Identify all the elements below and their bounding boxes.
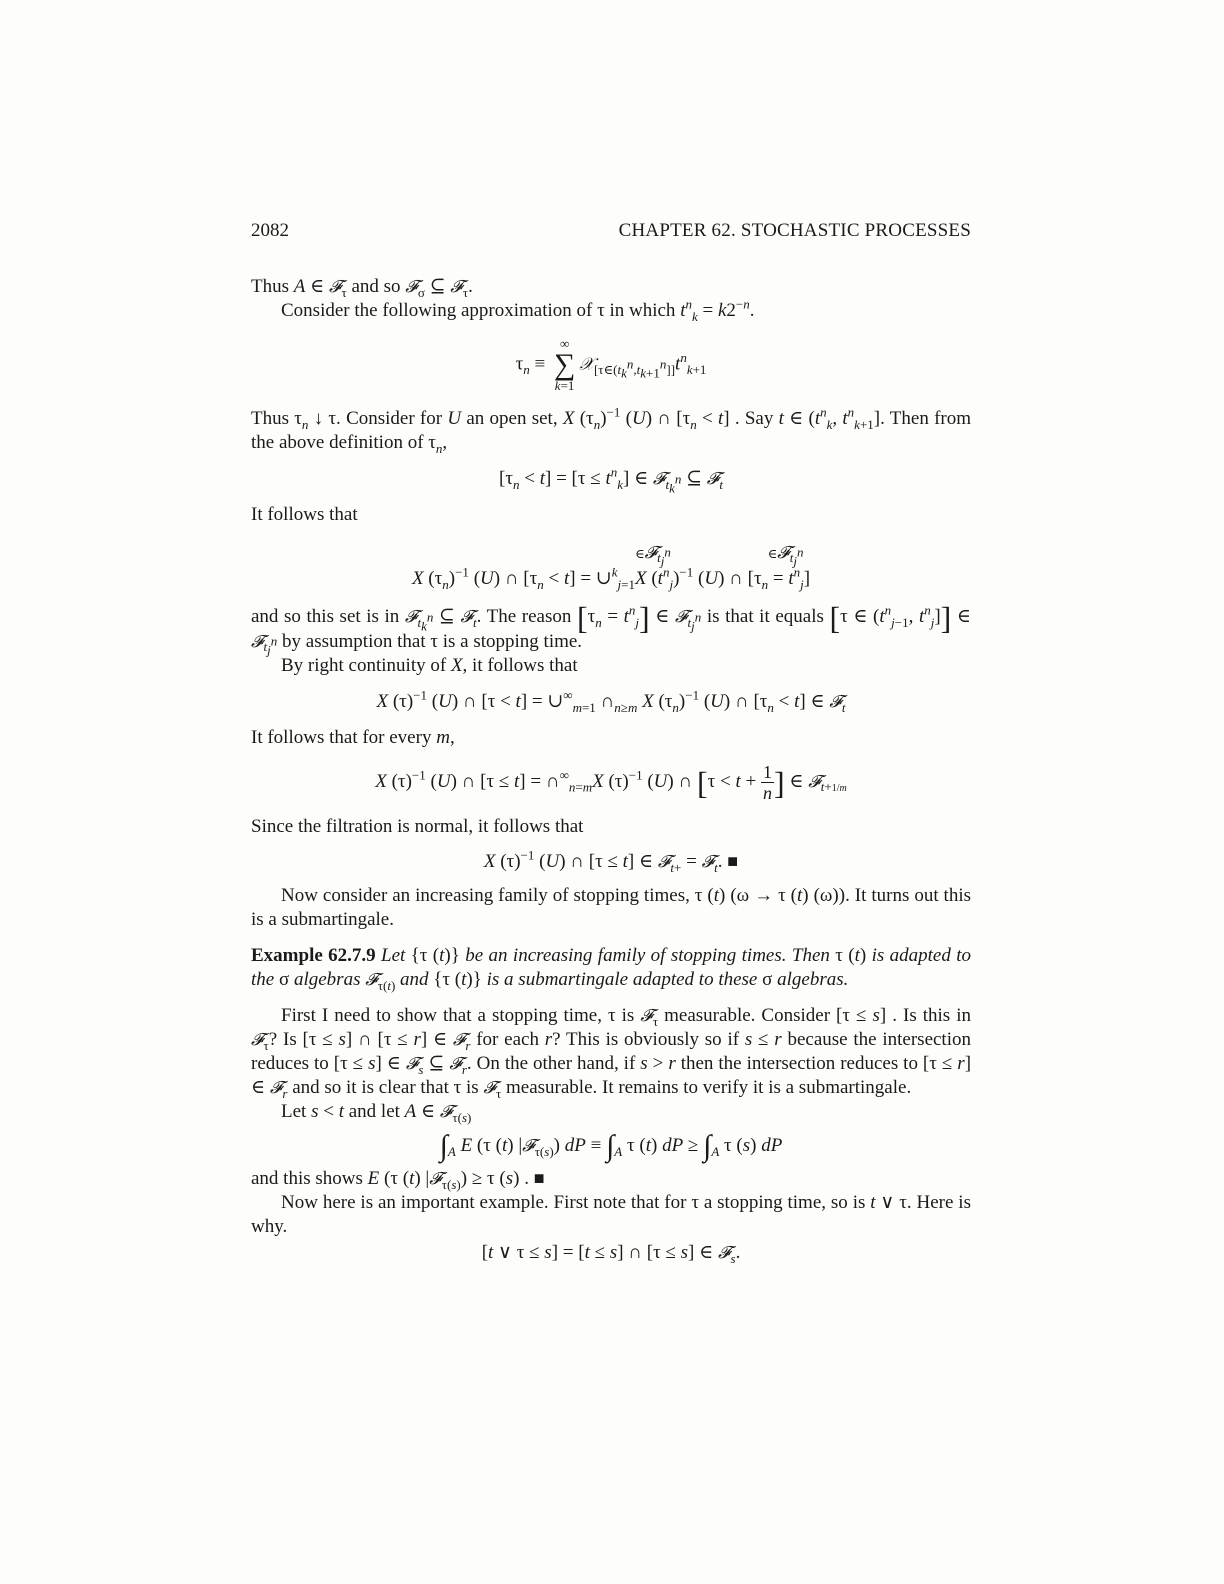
equation-max: [t ∨ τ ≤ s] = [t ≤ s] ∩ [τ ≤ s] ∈ 𝓕$_s$.	[481, 1242, 741, 1267]
equation-right-continuity: X $(\tau)^{-1}$ (U) ∩ $[\tau < t] = \cup^\infty_{m=1}$ $\cap_{n\ge m}$ X $(\tau_n)^{-1}$ (U) ∩ $[\tau_n < t]$ ∈ 𝓕$_t$	[376, 687, 846, 715]
equation-tau-n: $\tau_n$ ≡ ∞ ∑ k=1 $𝒳_{[\tau\in(t_k^n,t_{k+1}^n]]}t^n_{k+1}$	[515, 336, 707, 393]
example-statement: Example 62.7.9 Let {τ (t)} be an increasing family of stopping times. Then τ (t) is adapted to the σ algebras 𝓕$_{\tau(t)}$ and {τ (t)} is a submartingale adapted to these σ algebras.	[251, 944, 971, 993]
paragraph: By right continuity of X, it follows that	[281, 654, 578, 676]
paragraph: Now consider an increasing family of stopping times, τ (t) (ω → τ (t) (ω)). It turns out this is a submartingale.	[251, 884, 972, 930]
chapter-title: CHAPTER 62. STOCHASTIC PROCESSES	[618, 220, 971, 241]
body-text	[251, 275, 971, 1271]
paragraph: Now here is an important example. First note that for τ a stopping time, so is t ∨ τ. Here is why.	[251, 1192, 971, 1238]
page-number: 2082	[251, 220, 289, 241]
paragraph: First I need to show that a stopping time, τ is 𝓕$_\tau$ measurable. Consider [τ ≤ s] . Is this in 𝓕$_\tau$? Is [τ ≤ s] ∩ [τ ≤ r] ∈ 𝓕$_r$ for each r? This is obviously so if s ≤ r because the intersection reduces to [τ ≤ s] ∈ 𝓕$_s$ ⊆ 𝓕$_r$. On the other hand, if s > r then the intersection reduces to [τ ≤ r] ∈ 𝓕$_r$ and so it is clear that τ is 𝓕$_\tau$ measurable. It remains to verify it is a submartingale.	[251, 1004, 972, 1101]
paragraph: and this shows E (τ (t) |𝓕$_{\tau(s)}$) ≥ τ (s) . ■	[251, 1168, 545, 1193]
equation-union: X $(\tau_n)^{-1}$ (U) ∩ $[\tau_n < t]$ = ∪$^k_{j=1}$ ∈𝓕$_{t_j^n}$ X $(t^n_j)^{-1}$ (U) ∩ ∈𝓕$_{t_j^n}$ $[\tau_n = t^n_j]$	[411, 543, 811, 592]
paragraph: Thus A ∈ 𝓕$_\tau$ and so 𝓕$_\sigma$ ⊆ 𝓕$_\tau$.	[251, 276, 473, 300]
paragraph: Thus $\tau_n$ ↓ τ. Consider for U an open set, X $(\tau_n)^{-1}$ (U) ∩ $[\tau_n < t]$ . Say t ∈ ($t^n_k$, $t^n_{k+1}$]. Then from the above definition of $\tau_n$,	[251, 404, 972, 456]
paragraph: It follows that for every m,	[251, 726, 455, 748]
paragraph: and so this set is in 𝓕$_{t_k^n}$ ⊆ 𝓕$_t$. The reason $[\tau_n = t^n_j]$ ∈ 𝓕$_{t_j^n}$ is that it equals [τ ∈ ($t^n_{j-1}$, $t^n_j$]] ∈ 𝓕$_{t_j^n}$ by assumption that τ is a stopping time.	[251, 599, 971, 659]
equation-integral: $\int_A$ E (τ (t) |𝓕$_{\tau(s)}$) dP ≡ $\int_A$ τ (t) dP ≥ $\int_A$ τ (s) dP	[439, 1129, 783, 1163]
paragraph: It follows that	[251, 504, 358, 525]
equation-intersection: X $(\tau)^{-1}$ (U) ∩ $[\tau \le t] = \cap^\infty_{n=m}X$ $(\tau)^{-1}$ (U) ∩ [τ < t + $\frac{1}{n}$ ] ∈ 𝓕$_{t+1/m}$	[375, 761, 847, 803]
equation-event: $[\tau_n < t] = [\tau \le t^n_k]$ ∈ 𝓕$_{t_k^n}$ ⊆ 𝓕$_t$	[499, 464, 723, 496]
paragraph: Let s < t and let A ∈ 𝓕$_{\tau(s)}$	[281, 1100, 472, 1125]
paragraph: Consider the following approximation of τ in which $t^n_k = k2^{-n}$.	[281, 296, 755, 324]
equation-normal: X $(\tau)^{-1}$ (U) ∩ [τ ≤ t] ∈ 𝓕$_{t+}$ = 𝓕$_t$. ■	[483, 847, 739, 875]
paragraph: Since the filtration is normal, it follows that	[251, 815, 584, 837]
example-label: Example 62.7.9	[251, 944, 376, 966]
